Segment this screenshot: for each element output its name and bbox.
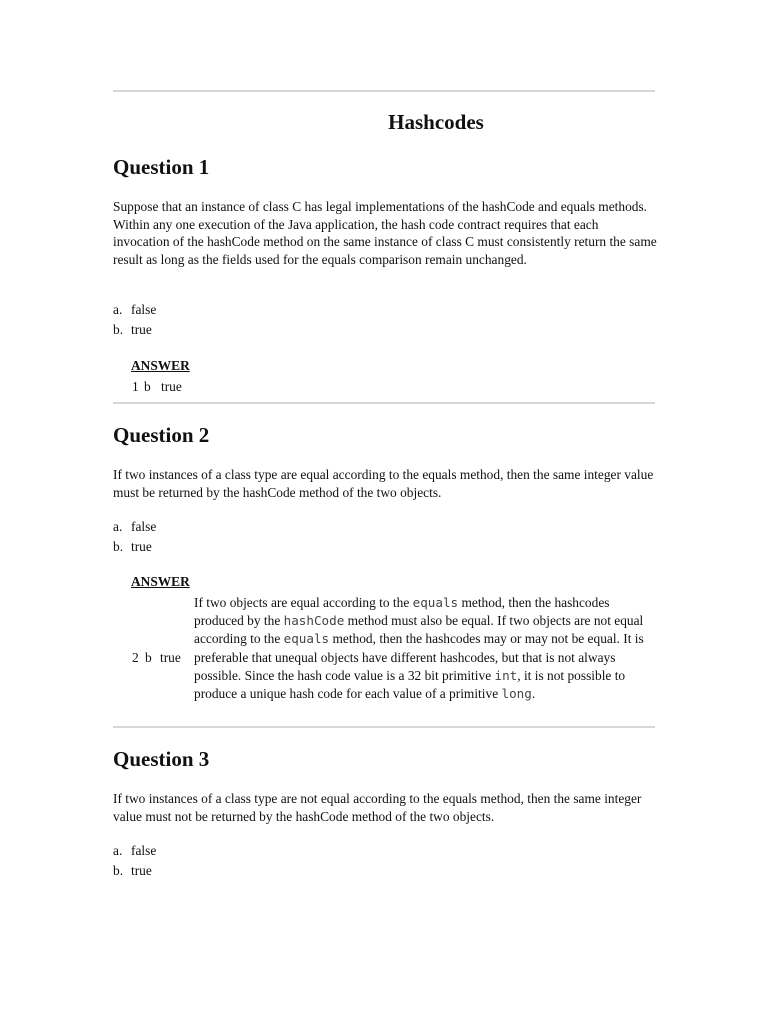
question-3-heading: Question 3: [113, 747, 210, 771]
option-letter: b.: [113, 539, 124, 554]
question-divider: [113, 402, 655, 404]
option-a[interactable]: [113, 517, 156, 537]
option-text: true: [131, 539, 152, 554]
option-letter: a.: [113, 302, 123, 317]
option-text: true: [131, 322, 152, 337]
answer-text: true: [160, 650, 181, 665]
explanation-text: method, then the hashcodes may or may not be equal. It is preferable that unequal objects have different hashcodes, but that is not always possible. Since the hash code value is a 32 bit primitive: [194, 631, 644, 683]
answer-explanation: [194, 594, 655, 703]
answer-label: ANSWER: [131, 574, 190, 589]
question-divider: [113, 726, 655, 728]
answer-number: 1: [132, 379, 139, 394]
option-text: false: [131, 302, 157, 317]
code-int: int: [494, 667, 518, 683]
top-divider: [113, 90, 655, 92]
option-letter: a.: [113, 843, 123, 858]
explanation-text: If two objects are equal according to the: [194, 595, 413, 610]
question-2-options: [113, 517, 156, 557]
option-text: false: [131, 843, 157, 858]
question-2-text: If two instances of a class type are equal according to the equals method, then the same integer value must be returned by the hashCode method of the two objects.: [113, 467, 654, 500]
code-equals: equals: [283, 631, 330, 647]
code-equals: equals: [412, 595, 459, 610]
option-text: true: [131, 863, 152, 878]
question-1-heading: Question 1: [113, 155, 210, 179]
answer-number: 2: [132, 650, 139, 665]
option-letter: a.: [113, 519, 123, 534]
option-b[interactable]: [113, 537, 156, 557]
question-3-text: If two instances of a class type are not equal according to the equals method, then the same integer value must not be returned by the hashCode method of the two objects.: [113, 791, 642, 824]
answer-letter: b: [144, 379, 151, 394]
explanation-text: method must also be equal. If two objects are not equal according to the: [194, 613, 644, 647]
option-letter: b.: [113, 863, 124, 878]
option-a[interactable]: [113, 300, 156, 320]
answer-label: ANSWER: [131, 358, 190, 373]
answer-row: [132, 379, 182, 395]
option-b[interactable]: [113, 861, 156, 881]
explanation-text: , it is not possible to produce a unique hash code for each value of a primitive: [194, 667, 626, 702]
question-1-text: Suppose that an instance of class C has legal implementations of the hashCode and equals methods. Within any one execution of the Java application, the hash code contract requires that each invocation of the hashCode method on the same instance of class C must consistently return the same result as long as the fields used for the equals comparison remain unchanged.: [113, 199, 657, 267]
option-letter: b.: [113, 322, 124, 337]
answer-text: true: [161, 379, 182, 394]
question-2-heading: Question 2: [113, 423, 210, 447]
option-b[interactable]: [113, 320, 156, 340]
option-text: false: [131, 519, 157, 534]
option-a[interactable]: [113, 841, 156, 861]
explanation-text: method, then the hashcodes produced by the: [194, 595, 610, 629]
page-title: Hashcodes: [388, 110, 484, 134]
question-3-options: [113, 841, 156, 881]
answer-letter: b: [145, 650, 152, 665]
code-long: long: [501, 686, 532, 702]
code-hashcode: hashCode: [283, 613, 345, 629]
answer-row: [132, 650, 181, 666]
explanation-text: .: [531, 686, 536, 702]
question-1-options: [113, 300, 156, 340]
